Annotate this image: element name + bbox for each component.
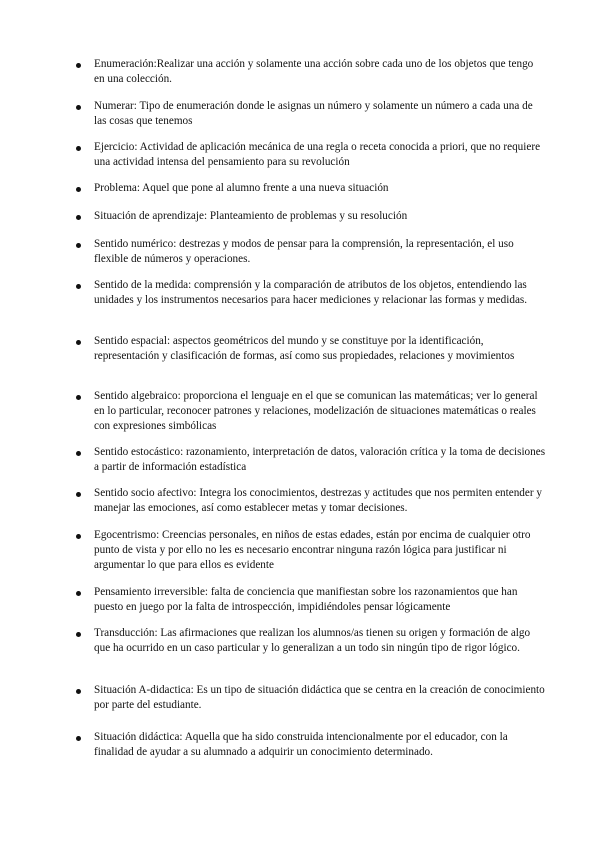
bullet-icon [76,395,81,400]
bullet-icon [76,284,81,289]
bullet-icon [76,736,81,741]
definition-text: Sentido espacial: aspectos geométricos del mundo y se constituye por la identificación, representación y clasificación de formas, así como sus propiedades, relaciones y movimientos [94,335,515,362]
bullet-icon [76,340,81,345]
definition-text: Situación de aprendizaje: Planteamiento de problemas y su resolución [94,210,408,222]
bullet-icon [76,451,81,456]
definition-text: Transducción: Las afirmaciones que realizan los alumnos/as tienen su origen y formación de algo que ha ocurrido en un caso particular y lo generalizan a un todo sin ningún tipo de rigor lógico. [94,627,531,654]
bullet-icon [76,187,81,192]
bullet-icon [76,689,81,694]
bullet-icon [76,534,81,539]
definition-text: Situación didáctica: Aquella que ha sido construida intencionalmente por el educador, con la finalidad de ayudar a su alumnado a adquirir un conocimiento determinado. [94,731,508,758]
bullet-icon [76,215,81,220]
definition-text: Sentido de la medida: comprensión y la comparación de atributos de los objetos, entendiendo las unidades y los instrumentos necesarios para hacer mediciones y relacionar las formas y medidas. [94,279,528,306]
definition-text: Problema: Aquel que pone al alumno frente a una nueva situación [94,182,389,194]
definition-text: Situación A-didactica: Es un tipo de situación didáctica que se centra en la creación de conocimiento por parte del estudiante. [94,684,545,711]
bullet-icon [76,632,81,637]
bullet-icon [76,591,81,596]
definition-text: Pensamiento irreversible: falta de conciencia que manifiestan sobre los razonamientos que han puesto en juego por la falta de introspección, impidiéndoles pensar lógicamente [94,586,518,613]
definition-text: Numerar: Tipo de enumeración donde le asignas un número y solamente un número a cada una de las cosas que tenemos [94,100,533,127]
definition-text: Sentido algebraico: proporciona el lenguaje en el que se comunican las matemáticas; ver lo general en lo particular, reconocer patrones y relaciones, modelización de situaciones matemáticas o reales con expresiones simbólicas [94,390,538,432]
bullet-icon [76,146,81,151]
definition-text: Sentido estocástico: razonamiento, interpretación de datos, valoración crítica y la toma de decisiones a partir de información estadística [94,446,546,473]
bullet-icon [76,63,81,68]
definition-text: Sentido numérico: destrezas y modos de pensar para la comprensión, la representación, el uso flexible de números y operaciones. [94,238,514,265]
definition-text: Enumeración:Realizar una acción y solamente una acción sobre cada uno de los objetos que tengo en una colección. [94,58,534,85]
definition-text: Egocentrismo: Creencias personales, en niños de estas edades, están por encima de cualquier otro punto de vista y por ello no les es necesario encontrar ninguna razón lógica para justificar ni argumentar lo que para ellos es evidente [94,529,531,571]
bullet-icon [76,243,81,248]
bullet-icon [76,105,81,110]
bullet-icon [76,492,81,497]
definition-text: Ejercicio: Actividad de aplicación mecánica de una regla o receta conocida a priori, que no requiere una actividad intensa del pensamiento para su revolución [94,141,541,168]
definition-text: Sentido socio afectivo: Integra los conocimientos, destrezas y actitudes que nos permiten entender y manejar las emociones, así como establecer metas y tomar decisiones. [94,487,542,514]
